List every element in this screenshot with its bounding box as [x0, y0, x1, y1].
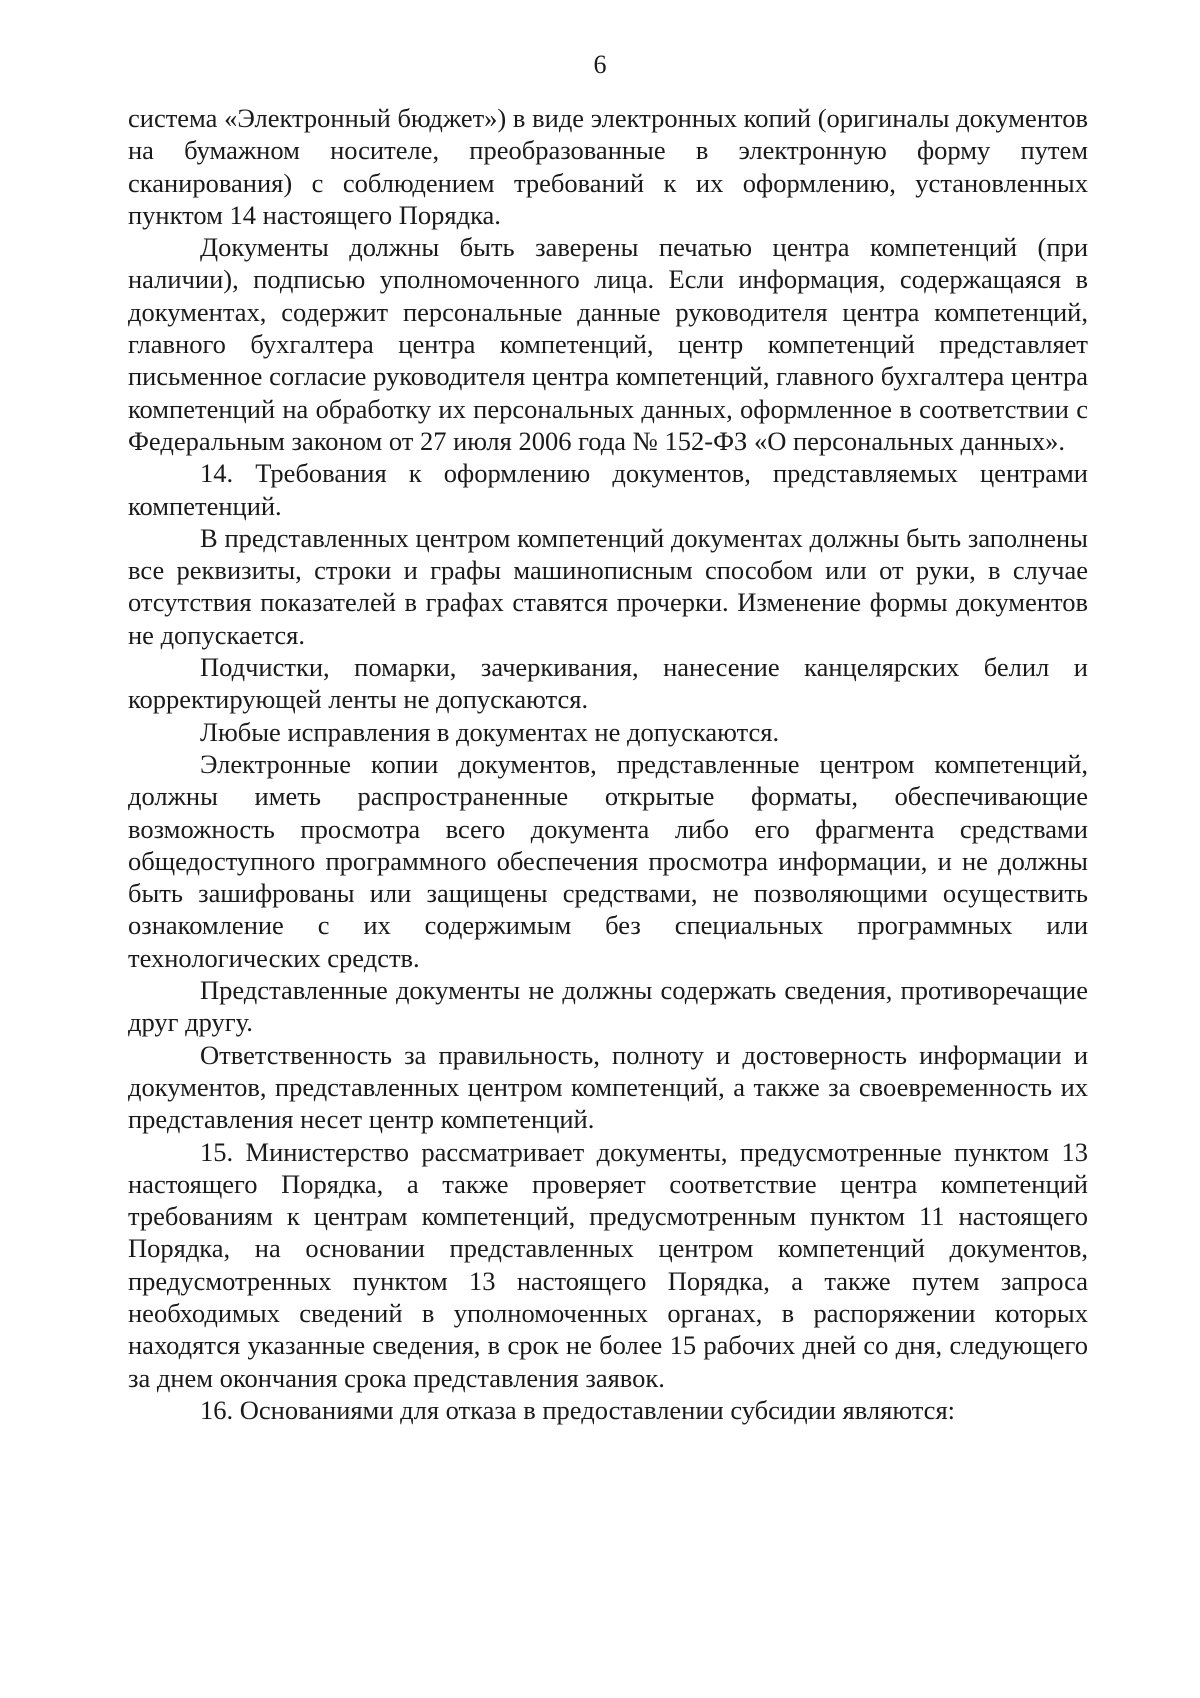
- document-body: [128, 102, 1088, 1426]
- paragraph-continuation-electronic-budget: система «Электронный бюджет») в виде электронных копий (оригиналы документов на бумажном носителе, преобразованные в электронную форму путем сканирования) с соблюдением требований к их оформлению, установленных пунктом 14 настоящего Порядка.: [128, 103, 1088, 230]
- paragraph-clause-15-review: 15. Министерство рассматривает документы, предусмотренные пунктом 13 настоящего Порядка, а также проверяет соответствие центра компетенций требованиям к центрам компетенций, предусмотренным пунктом 11 настоящего Порядка, на основании представленных центром компетенций документов, предусмотренных пунктом 13 настоящего Порядка, а также путем запроса необходимых сведений в уполномоченных органах, в распоряжении которых находятся указанные сведения, в срок не более 15 рабочих дней со дня, следующего за днем окончания срока представления заявок.: [128, 1136, 1088, 1393]
- paragraph-clause-14-heading: 14. Требования к оформлению документов, представляемых центрами компетенций.: [128, 458, 1088, 521]
- paragraph-responsibility: Ответственность за правильность, полноту и достоверность информации и документов, представленных центром компетенций, а также за своевременность их представления несет центр компетенций.: [128, 1039, 1088, 1135]
- paragraph-document-certification: Документы должны быть заверены печатью центра компетенций (при наличии), подписью уполномоченного лица. Если информация, содержащаяся в документах, содержит персональные данные руководителя центра компетенций, главного бухгалтера центра компетенций, центр компетенций представляет письменное согласие руководителя центра компетенций, главного бухгалтера центра компетенций на обработку их персональных данных, оформленное в соответствии с Федеральным законом от 27 июля 2006 года № 152-ФЗ «О персональных данных».: [128, 232, 1088, 456]
- paragraph-filling-requirements: В представленных центром компетенций документах должны быть заполнены все реквизиты, строки и графы машинописным способом или от руки, в случае отсутствия показателей в графах ставятся прочерки. Изменение формы документов не допускается.: [128, 522, 1088, 650]
- paragraph-electronic-copies-formats: Электронные копии документов, представленные центром компетенций, должны иметь распространенные открытые форматы, обеспечивающие возможность просмотра всего документа либо его фрагмента средствами общедоступного программного обеспечения просмотра информации, и не должны быть зашифрованы или защищены средствами, не позволяющими осуществить ознакомление с их содержимым без специальных программных или технологических средств.: [128, 748, 1088, 973]
- paragraph-no-contradictions: Представленные документы не должны содержать сведения, противоречащие друг другу.: [128, 975, 1088, 1038]
- paragraph-no-erasures: Подчистки, помарки, зачеркивания, нанесение канцелярских белил и корректирующей ленты не допускаются.: [128, 652, 1088, 715]
- page-number: 6: [593, 50, 607, 79]
- paragraph-clause-16-refusal-grounds: 16. Основаниями для отказа в предоставлении субсидии являются:: [200, 1394, 955, 1425]
- paragraph-no-corrections: Любые исправления в документах не допускаются.: [200, 716, 780, 747]
